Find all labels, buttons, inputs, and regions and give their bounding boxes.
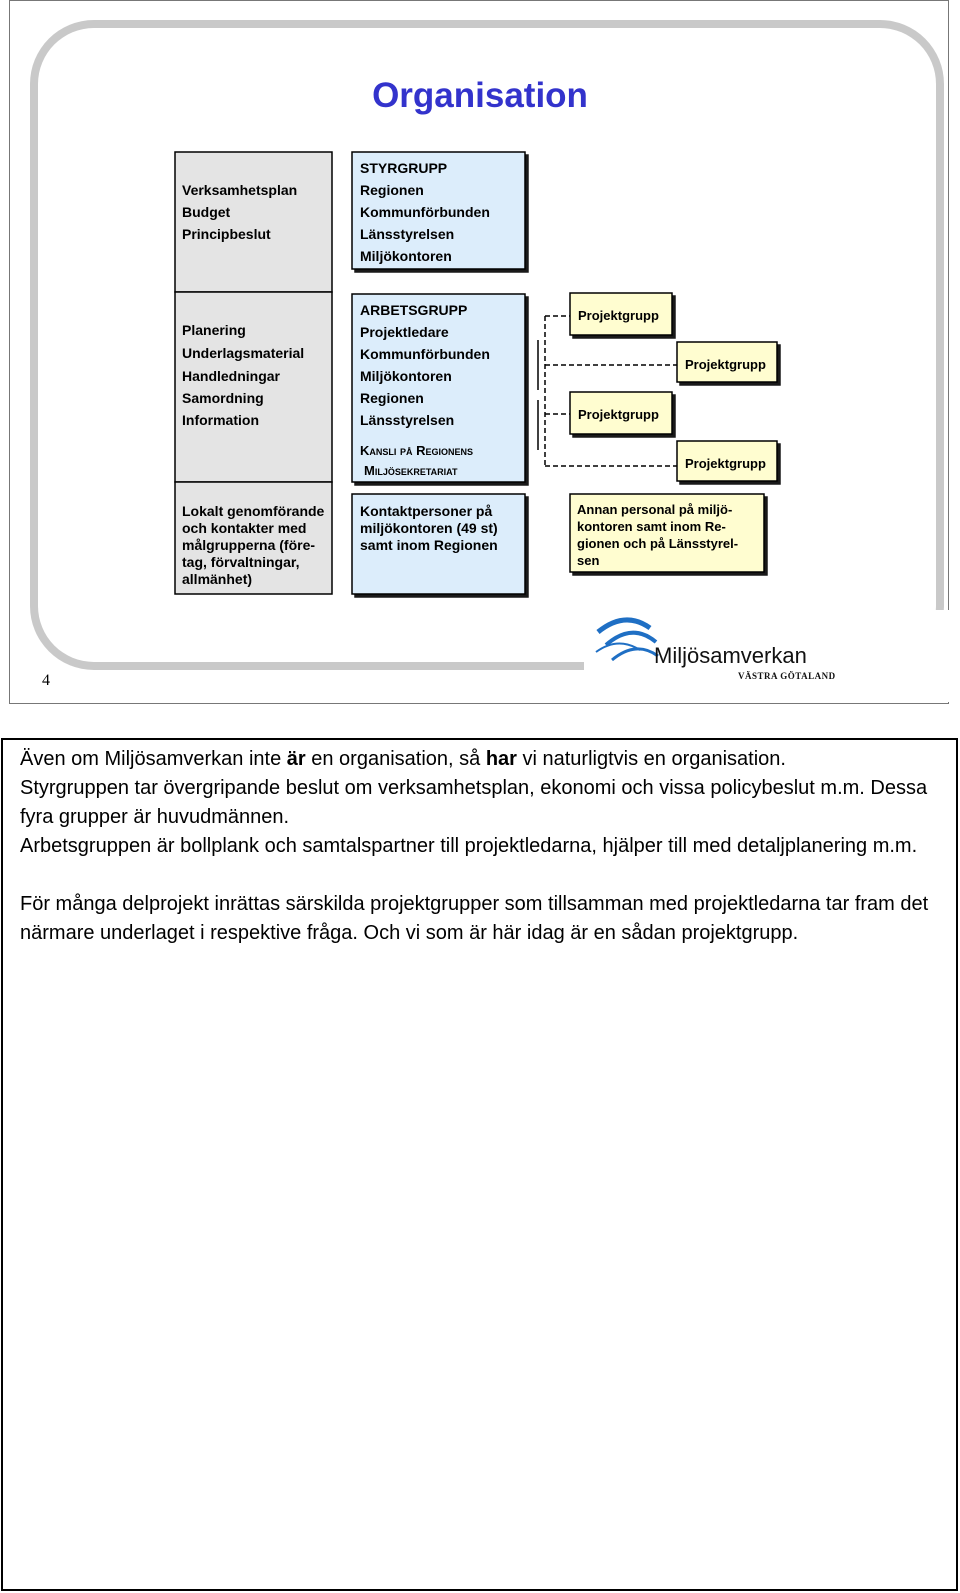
styrgrupp-member: Regionen (360, 182, 424, 198)
annan-personal-line: sen (577, 553, 600, 568)
kontaktpersoner-line: Kontaktpersoner på (360, 503, 493, 519)
arbetsgrupp-member: Kommunförbunden (360, 346, 490, 362)
org-chart (0, 0, 960, 704)
left-top-line: Verksamhetsplan (182, 182, 298, 198)
notes-text: Även om Miljösamverkan inte (20, 748, 287, 770)
kontaktpersoner-line: samt inom Regionen (360, 537, 498, 553)
left-bottom-line: Lokalt genomförande (182, 503, 325, 519)
styrgrupp-member: Kommunförbunden (360, 204, 490, 220)
annan-personal-line: gionen och på Länsstyrel- (577, 536, 739, 551)
notes-emphasis: är (286, 748, 306, 770)
left-bottom-line: allmänhet) (182, 571, 253, 587)
notes-text: en organisation, så (305, 748, 486, 770)
logo-name: Miljösamverkan (654, 643, 807, 668)
notes-text: vi naturligtvis en organisation. (516, 748, 786, 770)
projektgrupp-label: Projektgrupp (685, 357, 766, 372)
left-middle-line: Samordning (182, 390, 264, 406)
left-bottom-line: målgrupperna (före- (182, 537, 316, 553)
projektgrupp-label: Projektgrupp (685, 456, 766, 471)
notes-paragraph-3: Arbetsgruppen är bollplank och samtalspartner till projektledarna, hjälper till med detaljplanering m.m. (20, 835, 918, 857)
left-top-line: Budget (182, 204, 231, 220)
left-bottom-line: tag, förvaltningar, (182, 554, 300, 570)
notes-paragraph-1 (20, 745, 930, 774)
arbetsgrupp-member: Projektledare (360, 324, 449, 340)
arbetsgrupp-member: Regionen (360, 390, 424, 406)
kontaktpersoner-line: miljökontoren (49 st) (360, 520, 498, 536)
kansli-line: Kansli på Regionens (360, 443, 474, 458)
annan-personal-line: kontoren samt inom Re- (577, 519, 726, 534)
projektgrupp-label: Projektgrupp (578, 407, 659, 422)
styrgrupp-heading: STYRGRUPP (360, 160, 448, 176)
arbetsgrupp-heading: ARBETSGRUPP (360, 302, 468, 318)
left-middle-line: Handledningar (182, 368, 281, 384)
logo-region: VÄSTRA GÖTALAND (738, 671, 836, 681)
left-middle-line: Planering (182, 322, 246, 338)
notes-paragraph-4: För många delprojekt inrättas särskilda projektgrupper som tillsamman med projektledarna tar fram det närmare underlaget i respektive fråga. Och vi som är här idag är en sådan projektgrupp. (20, 893, 929, 944)
slide-title: Organisation (372, 76, 588, 115)
miljosamverkan-logo-icon (596, 620, 658, 660)
notes-emphasis: har (485, 748, 517, 770)
kansli-line: Miljösekretariat (364, 463, 458, 478)
styrgrupp-member: Länsstyrelsen (360, 226, 455, 242)
speaker-notes (20, 745, 930, 948)
projektgrupp-label: Projektgrupp (578, 308, 659, 323)
left-top-line: Principbeslut (182, 226, 271, 242)
arbetsgrupp-member: Miljökontoren (360, 368, 452, 384)
connector-lines (545, 316, 677, 466)
arbetsgrupp-member: Länsstyrelsen (360, 412, 455, 428)
annan-personal-line: Annan personal på miljö- (577, 502, 733, 517)
left-middle-line: Information (182, 412, 259, 428)
styrgrupp-member: Miljökontoren (360, 248, 452, 264)
left-bottom-line: och kontakter med (182, 520, 307, 536)
left-box-top (175, 152, 332, 292)
slide-number: 4 (42, 672, 50, 689)
left-box-middle (175, 292, 332, 482)
left-middle-line: Underlagsmaterial (182, 345, 305, 361)
notes-paragraph-2: Styrgruppen tar övergripande beslut om verksamhetsplan, ekonomi och vissa policybeslut m.m. Dessa fyra grupper är huvudmännen. (20, 777, 928, 828)
